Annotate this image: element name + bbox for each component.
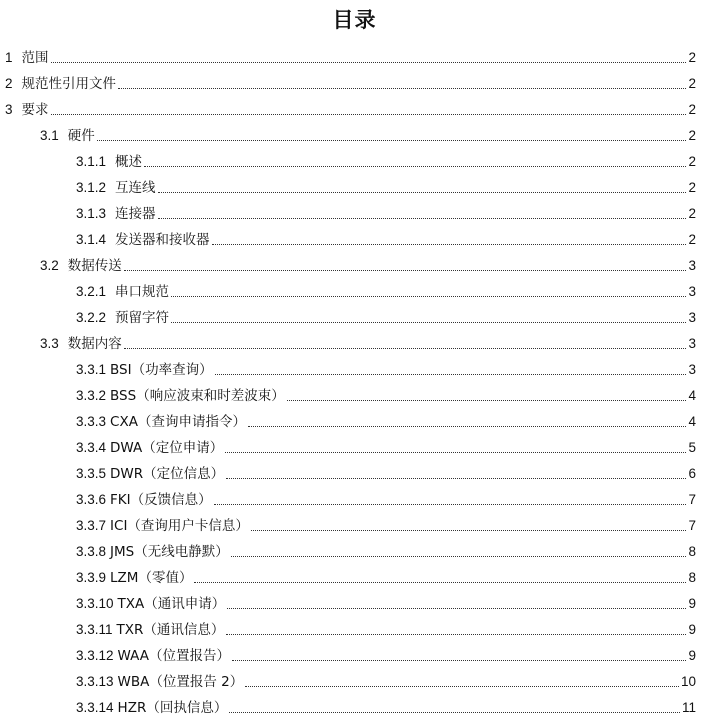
toc-entry-number: 3.1.2	[76, 180, 107, 195]
toc-entry-page-number: 9	[688, 596, 696, 611]
toc-entry-label	[40, 127, 96, 145]
toc-entry-label	[76, 413, 247, 431]
toc-entry-page-number: 2	[688, 232, 696, 247]
toc-entry[interactable]	[40, 121, 696, 145]
toc-entry-text: TXR（通讯信息）	[116, 622, 225, 638]
toc-entry-text: 数据内容	[67, 336, 122, 352]
toc-entry-number: 3.1.4	[76, 232, 107, 247]
toc-entry-text: 互连线	[115, 180, 156, 196]
dot-leader	[51, 62, 687, 63]
toc-entry[interactable]	[76, 459, 696, 483]
toc-entry-text: CXA（查询申请指令）	[110, 414, 246, 430]
dot-leader	[232, 660, 686, 661]
toc-title: 目录	[332, 8, 377, 32]
toc-entry-label	[76, 153, 143, 171]
dot-leader	[97, 140, 687, 141]
dot-leader	[287, 400, 687, 401]
toc-entry-text: DWA（定位申请）	[110, 440, 224, 456]
toc-entry-page-number: 3	[688, 284, 696, 299]
dot-leader	[245, 686, 679, 687]
toc-entry[interactable]	[76, 433, 696, 457]
toc-entry-page-number: 9	[688, 648, 696, 663]
dot-leader	[194, 582, 686, 583]
toc-entry[interactable]	[76, 225, 696, 249]
toc-entry-page-number: 5	[688, 440, 696, 455]
toc-entry-text: 发送器和接收器	[115, 232, 210, 248]
toc-entry[interactable]	[76, 407, 696, 431]
toc-entry-number: 3.1.1	[76, 154, 107, 169]
toc-entry[interactable]	[76, 173, 696, 197]
toc-entry-label	[76, 569, 193, 587]
dot-leader	[226, 478, 686, 479]
toc-entry-number: 3.3.13	[76, 674, 114, 689]
toc-entry-number: 3.3.11	[76, 622, 113, 637]
toc-entry[interactable]	[5, 69, 696, 93]
toc-entry-text: WAA（位置报告）	[117, 648, 231, 664]
toc-entry-label	[76, 595, 226, 613]
dot-leader	[158, 218, 687, 219]
toc-entry[interactable]	[76, 381, 696, 405]
toc-entry-page-number: 2	[688, 128, 696, 143]
dot-leader	[231, 556, 687, 557]
toc-entry-number: 3.3.6	[76, 492, 107, 507]
toc-entry[interactable]	[76, 303, 696, 327]
toc-entry-number: 3.3.2	[76, 388, 107, 403]
dot-leader	[158, 192, 687, 193]
toc-entry[interactable]	[76, 485, 696, 509]
toc-entry-page-number: 7	[688, 518, 696, 533]
toc-entry-text: 串口规范	[115, 284, 170, 300]
toc-entry-page-number: 2	[688, 154, 696, 169]
toc-entry-number: 3.3.7	[76, 518, 107, 533]
toc-entry[interactable]	[76, 641, 696, 665]
toc-entry-page-number: 3	[688, 310, 696, 325]
toc-entry-label	[76, 361, 214, 379]
toc-entry[interactable]	[76, 199, 696, 223]
toc-entry-number: 3.3.10	[76, 596, 114, 611]
toc-entry-label	[40, 257, 123, 275]
toc-entry[interactable]	[76, 147, 696, 171]
toc-entry-text: ICI（查询用户卡信息）	[110, 518, 249, 534]
toc-entry-label	[76, 439, 224, 457]
toc-entry-number: 3.2.1	[76, 284, 107, 299]
toc-entry-text: 数据传送	[67, 258, 122, 274]
toc-entry-text: 连接器	[115, 206, 156, 222]
toc-entry-text: JMS（无线电静默）	[110, 544, 229, 560]
toc-entry-number: 3.3.12	[76, 648, 114, 663]
dot-leader	[251, 530, 687, 531]
toc-entry-number: 3.2	[40, 258, 59, 273]
toc-entry[interactable]	[76, 277, 696, 301]
dot-leader	[144, 166, 686, 167]
toc-entry-text: 硬件	[67, 128, 95, 144]
toc-entry-number: 3.2.2	[76, 310, 107, 325]
toc-entry-label	[40, 335, 123, 353]
dot-leader	[171, 296, 686, 297]
toc-entry-label	[76, 647, 231, 665]
toc-entry[interactable]	[76, 563, 696, 587]
toc-entry-label	[76, 673, 244, 691]
toc-entry-text: 概述	[115, 154, 143, 170]
toc-entry-number: 3.3.3	[76, 414, 107, 429]
toc-entry[interactable]	[76, 615, 696, 639]
toc-entry-text: WBA（位置报告 2）	[117, 674, 244, 690]
toc-entry-page-number: 4	[688, 414, 696, 429]
toc-entry-text: HZR（回执信息）	[117, 700, 228, 716]
toc-entry[interactable]	[76, 511, 696, 535]
toc-entry-number: 3.3.5	[76, 466, 107, 481]
toc-entry-number: 3.3.4	[76, 440, 107, 455]
toc-entry-page-number: 2	[688, 76, 696, 91]
toc-entry-text: 预留字符	[115, 310, 170, 326]
dot-leader	[212, 244, 687, 245]
dot-leader	[124, 270, 687, 271]
toc-entry-page-number: 2	[688, 50, 696, 65]
dot-leader	[248, 426, 687, 427]
toc-entry-label	[76, 465, 225, 483]
toc-entry-number: 3.1	[40, 128, 59, 143]
toc-entry-number: 3.3.14	[76, 700, 114, 715]
toc-entry-page-number: 4	[688, 388, 696, 403]
toc-entry[interactable]	[5, 43, 696, 67]
toc-entry-number: 3.3	[40, 336, 59, 351]
toc-entry-text: 要求	[21, 102, 49, 118]
dot-leader	[171, 322, 686, 323]
toc-entry-text: 范围	[21, 50, 49, 66]
toc-entry-number: 2	[5, 76, 13, 91]
toc-entry-label	[76, 205, 157, 223]
dot-leader	[229, 712, 680, 713]
toc-entry-text: FKI（反馈信息）	[110, 492, 212, 508]
dot-leader	[226, 634, 686, 635]
toc-entry[interactable]	[76, 693, 696, 717]
toc-entry-text: DWR（定位信息）	[110, 466, 225, 482]
toc-entry-text: 规范性引用文件	[21, 76, 117, 92]
toc-entry-page-number: 2	[688, 102, 696, 117]
toc-entry-page-number: 6	[688, 466, 696, 481]
toc-entry-label	[76, 543, 230, 561]
toc-entry-number: 3.3.9	[76, 570, 107, 585]
toc-entry[interactable]	[76, 355, 696, 379]
toc-entry-page-number: 3	[688, 336, 696, 351]
toc-entry-page-number: 11	[681, 700, 696, 715]
dot-leader	[225, 452, 686, 453]
dot-leader	[118, 88, 686, 89]
toc-entry-text: TXA（通讯申请）	[117, 596, 226, 612]
toc-entry-page-number: 9	[688, 622, 696, 637]
toc-entry-label	[76, 491, 213, 509]
toc-entry-label	[76, 387, 286, 405]
toc-entry-text: BSI（功率查询）	[110, 362, 213, 378]
toc-entry-number: 3.1.3	[76, 206, 107, 221]
toc-entry-number: 3.3.1	[76, 362, 107, 377]
toc-entry-number: 3	[5, 102, 13, 117]
dot-leader	[214, 504, 687, 505]
toc-entry[interactable]	[40, 251, 696, 275]
toc-entry-page-number: 2	[688, 206, 696, 221]
toc-entry-label	[5, 101, 50, 119]
toc-entry-text: LZM（零值）	[110, 570, 193, 586]
toc-entry-page-number: 10	[680, 674, 696, 689]
toc-entry[interactable]	[76, 537, 696, 561]
toc-entry-page-number: 3	[688, 258, 696, 273]
toc-entry[interactable]	[76, 667, 696, 691]
toc-entry-label	[76, 621, 225, 639]
toc-entry[interactable]	[40, 329, 696, 353]
toc-entry-number: 1	[5, 50, 13, 65]
toc-entry-label	[76, 517, 250, 535]
dot-leader	[215, 374, 687, 375]
dot-leader	[124, 348, 687, 349]
toc-entry-label	[5, 49, 50, 67]
toc-entry-page-number: 2	[688, 180, 696, 195]
toc-entry-page-number: 8	[688, 544, 696, 559]
toc-entry-page-number: 8	[688, 570, 696, 585]
toc-entry-label	[76, 283, 170, 301]
dot-leader	[227, 608, 686, 609]
toc-entry-page-number: 7	[688, 492, 696, 507]
toc-entry-page-number: 3	[688, 362, 696, 377]
toc-entry-label	[76, 231, 211, 249]
toc-entry-text: BSS（响应波束和时差波束）	[110, 388, 285, 404]
toc-entry-label	[76, 179, 157, 197]
toc-entry[interactable]	[5, 95, 696, 119]
toc-entry-number: 3.3.8	[76, 544, 107, 559]
toc-entry-label	[76, 699, 228, 717]
toc-entry-label	[5, 75, 117, 93]
toc-entry-label	[76, 309, 170, 327]
toc-entry[interactable]	[76, 589, 696, 613]
dot-leader	[51, 114, 687, 115]
